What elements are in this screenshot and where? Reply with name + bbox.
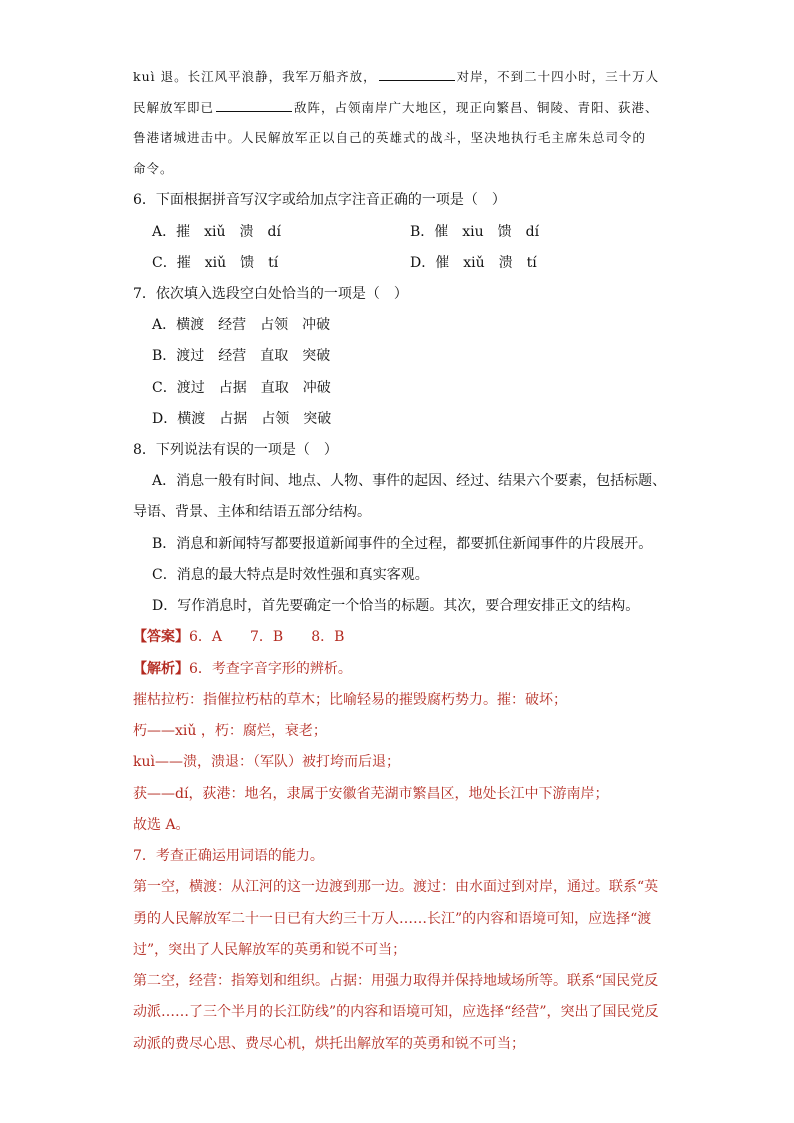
q6-option-c: C．摧 xiǔ 馈 tí (152, 255, 279, 271)
analysis-line-11: 动派……了三个半月的长江防线”的内容和语境可知，应选择“经营”，突出了国民党反 (133, 1004, 659, 1020)
q7-option-c: C．渡过 占据 直取 冲破 (152, 380, 331, 396)
analysis-line-9: 过”，突出了人民解放军的英勇和锐不可当； (133, 942, 407, 958)
passage-line-3: 鲁港诸城进击中。人民解放军正以自己的英雄式的战斗，坚决地执行毛主席朱总司令的 (133, 130, 647, 145)
q8-option-d: D．写作消息时，首先要确定一个恰当的标题。其次，要合理安排正文的结构。 (152, 598, 640, 614)
answer-text: 6．A 7．B 8．B (189, 629, 345, 645)
q8-option-c: C．消息的最大特点是时效性强和真实客观。 (152, 567, 429, 583)
analysis-line-10: 第二空，经营：指筹划和组织。占据：用强力取得并保持地域场所等。联系“国民党反 (133, 973, 659, 989)
q8-option-a: A．消息一般有时间、地点、人物、事件的起因、经过、结果六个要素，包括标题、 (152, 473, 667, 489)
passage-line-1: kuì 退。长江风平浪静，我军万船齐放， 对岸，不到二十四小时，三十万人 (133, 66, 659, 87)
question-7-stem: 7．依次填入选段空白处恰当的一项是（ ） (133, 286, 408, 302)
fill-blank-1 (379, 66, 455, 81)
analysis-text: 6．考查字音字形的辨析。 (189, 661, 352, 677)
analysis-line-12: 动派的费尽心思、费尽心机，烘托出解放军的英勇和锐不可当； (133, 1036, 525, 1052)
analysis-line-7: 第一空，横渡：从江河的这一边渡到那一边。渡过：由水面过到对岸，通过。联系“英 (133, 879, 659, 895)
question-6-stem: 6．下面根据拼音写汉字或给加点字注音正确的一项是（ ） (133, 192, 506, 208)
analysis-line-5: 故选 A。 (133, 817, 190, 833)
analysis-line-1: 摧枯拉朽：指催拉朽枯的草木；比喻轻易的摧毁腐朽势力。摧：破坏； (133, 692, 567, 708)
analysis-line-4: 获——dí，荻港：地名，隶属于安徽省芜湖市繁昌区，地处长江中下游南岸； (133, 786, 609, 802)
analysis-label: 【解析】 (133, 661, 189, 677)
q8-option-b: B．消息和新闻特写都要报道新闻事件的全过程，都要抓住新闻事件的片段展开。 (152, 536, 653, 552)
analysis-line-3: kuì——溃，溃退：（军队）被打垮而后退； (133, 754, 400, 770)
q6-option-b: B．催 xiu 馈 dí (410, 224, 540, 240)
answer-label: 【答案】 (133, 629, 189, 645)
q6-option-a: A．摧 xiǔ 溃 dí (152, 224, 281, 240)
q8-option-a-cont: 导语、背景、主体和结语五部分结构。 (133, 504, 371, 520)
passage-line-2: 民解放军即已 敌阵，占领南岸广大地区，现正向繁昌、铜陵、青阳、荻港、 (133, 97, 659, 118)
answer-line (133, 627, 344, 647)
question-8-stem: 8．下列说法有误的一项是（ ） (133, 442, 338, 458)
analysis-line (133, 659, 352, 679)
fill-blank-2 (216, 97, 292, 112)
analysis-line-8: 勇的人民解放军二十一日已有大约三十万人……长江”的内容和语境可知，应选择“渡 (133, 911, 652, 927)
q7-option-a: A．横渡 经营 占领 冲破 (152, 317, 331, 333)
analysis-line-6: 7．考查正确运用词语的能力。 (133, 848, 324, 864)
q7-option-b: B．渡过 经营 直取 突破 (152, 348, 331, 364)
passage-line-4: 命令。 (133, 161, 174, 176)
analysis-line-2: 朽——xiǔ ，朽：腐烂，衰老； (133, 723, 327, 739)
q7-option-d: D．横渡 占据 占领 突破 (152, 411, 332, 427)
q6-option-d: D．催 xiǔ 溃 tí (410, 255, 537, 271)
